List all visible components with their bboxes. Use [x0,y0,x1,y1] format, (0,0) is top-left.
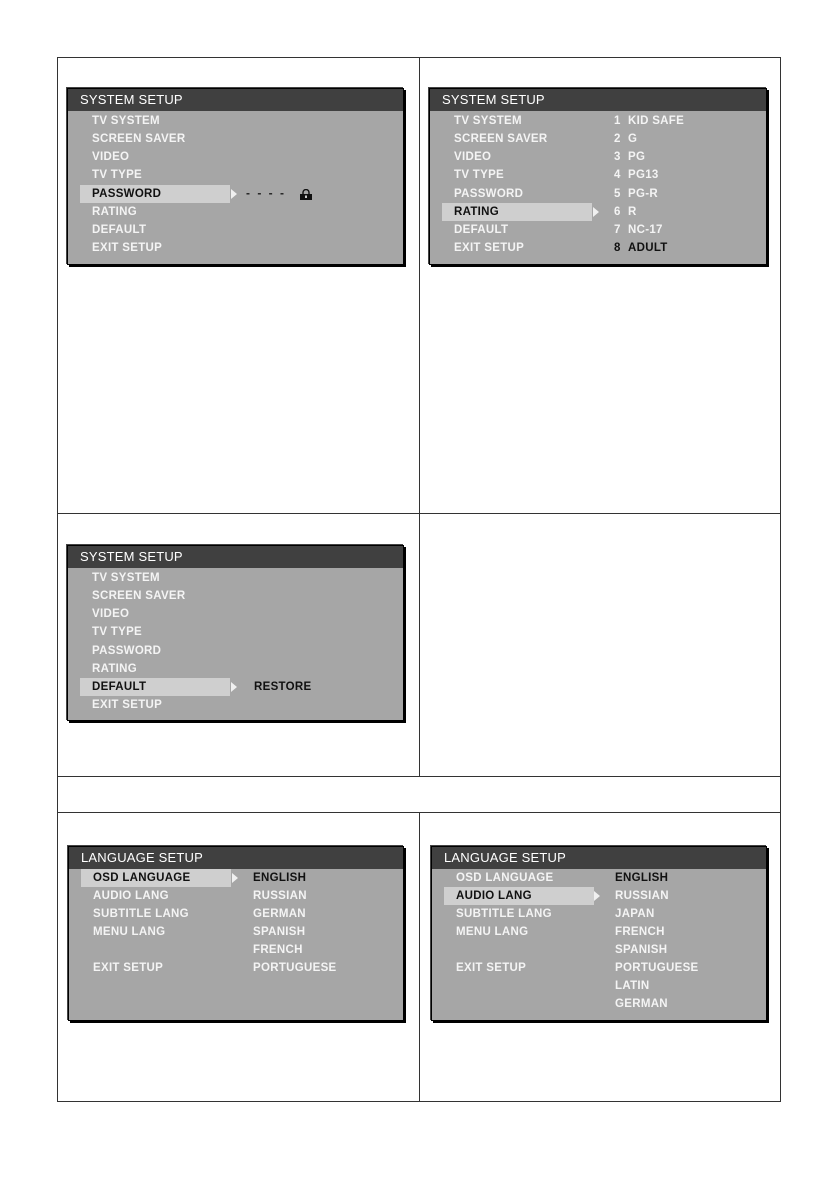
row-divider-2 [57,776,781,777]
rating-label: NC-17 [628,224,663,236]
language-setup-audio-screen [431,846,767,1021]
rating-label: R [628,206,637,218]
language-option[interactable]: GERMAN [615,998,668,1010]
rating-option[interactable] [614,112,684,130]
rating-option[interactable] [614,185,658,203]
language-option[interactable]: LATIN [615,980,650,992]
rating-label: PG [628,151,646,163]
menu-item-exit-setup[interactable]: EXIT SETUP [456,962,527,974]
menu-item-osd-language[interactable]: OSD LANGUAGE [93,872,191,884]
language-option[interactable]: SPANISH [253,926,306,938]
osd-title: LANGUAGE SETUP [69,847,403,869]
menu-item-video[interactable]: VIDEO [92,608,130,620]
menu-item-audio-lang[interactable]: AUDIO LANG [456,890,532,902]
language-option-current[interactable]: ENGLISH [615,872,669,884]
menu-item-password[interactable]: PASSWORD [454,188,524,200]
language-option-current[interactable]: ENGLISH [253,872,307,884]
system-setup-default-screen [67,545,404,721]
submenu-arrow-icon [231,682,237,692]
menu-item-password[interactable]: PASSWORD [92,645,162,657]
menu-item-default[interactable]: DEFAULT [92,681,147,693]
row-divider-1 [57,513,781,514]
menu-item-rating[interactable]: RATING [92,206,138,218]
lock-icon [299,189,313,200]
menu-item-tv-system[interactable]: TV SYSTEM [454,115,522,127]
menu-item-screen-saver[interactable]: SCREEN SAVER [454,133,548,145]
menu-item-screen-saver[interactable]: SCREEN SAVER [92,133,186,145]
menu-item-subtitle-lang[interactable]: SUBTITLE LANG [456,908,552,920]
menu-item-video[interactable]: VIDEO [92,151,130,163]
rating-label: ADULT [628,242,668,254]
language-option[interactable]: PORTUGUESE [615,962,699,974]
language-option[interactable]: FRENCH [615,926,665,938]
menu-item-osd-language[interactable]: OSD LANGUAGE [456,872,554,884]
column-divider-bottom [419,812,420,1102]
menu-item-exit-setup[interactable]: EXIT SETUP [92,699,163,711]
menu-item-tv-system[interactable]: TV SYSTEM [92,115,160,127]
rating-option[interactable] [614,203,637,221]
osd-title: SYSTEM SETUP [68,89,403,111]
language-option[interactable]: PORTUGUESE [253,962,337,974]
language-option[interactable]: GERMAN [253,908,306,920]
menu-item-tv-type[interactable]: TV TYPE [92,169,143,181]
rating-number: 5 [614,188,621,200]
menu-item-tv-type[interactable]: TV TYPE [454,169,505,181]
submenu-arrow-icon [232,873,238,883]
menu-item-rating[interactable]: RATING [454,206,500,218]
rating-number: 2 [614,133,621,145]
rating-option-current[interactable] [614,239,668,257]
menu-item-tv-system[interactable]: TV SYSTEM [92,572,160,584]
rating-number: 8 [614,242,621,254]
osd-title: SYSTEM SETUP [430,89,766,111]
menu-item-default[interactable]: DEFAULT [92,224,147,236]
osd-title: SYSTEM SETUP [68,546,403,568]
menu-item-password[interactable]: PASSWORD [92,188,162,200]
column-divider-top [419,57,420,777]
menu-item-audio-lang[interactable]: AUDIO LANG [93,890,169,902]
menu-item-screen-saver[interactable]: SCREEN SAVER [92,590,186,602]
language-option[interactable]: SPANISH [615,944,668,956]
language-option[interactable]: RUSSIAN [253,890,307,902]
rating-label: PG13 [628,169,659,181]
system-setup-rating-screen [429,88,767,265]
menu-item-exit-setup[interactable]: EXIT SETUP [93,962,164,974]
rating-number: 1 [614,115,621,127]
rating-label: PG-R [628,188,658,200]
menu-item-exit-setup[interactable]: EXIT SETUP [454,242,525,254]
submenu-arrow-icon [593,207,599,217]
menu-item-menu-lang[interactable]: MENU LANG [93,926,166,938]
rating-label: KID SAFE [628,115,685,127]
language-option[interactable]: RUSSIAN [615,890,669,902]
rating-label: G [628,133,638,145]
rating-number: 7 [614,224,621,236]
rating-option[interactable] [614,130,637,148]
language-setup-osd-screen [68,846,404,1021]
rating-number: 4 [614,169,621,181]
menu-item-subtitle-lang[interactable]: SUBTITLE LANG [93,908,189,920]
menu-item-menu-lang[interactable]: MENU LANG [456,926,529,938]
menu-item-exit-setup[interactable]: EXIT SETUP [92,242,163,254]
submenu-arrow-icon [231,189,237,199]
restore-option[interactable]: RESTORE [254,681,312,693]
rating-number: 3 [614,151,621,163]
menu-item-video[interactable]: VIDEO [454,151,492,163]
submenu-arrow-icon [594,891,600,901]
language-option[interactable]: JAPAN [615,908,655,920]
rating-option[interactable] [614,148,645,166]
system-setup-password-screen [67,88,404,265]
menu-item-default[interactable]: DEFAULT [454,224,509,236]
rating-number: 6 [614,206,621,218]
osd-title: LANGUAGE SETUP [432,847,766,869]
language-option[interactable]: FRENCH [253,944,303,956]
rating-option[interactable] [614,166,659,184]
menu-item-rating[interactable]: RATING [92,663,138,675]
menu-item-tv-type[interactable]: TV TYPE [92,626,143,638]
password-input[interactable]: - - - - [246,186,286,200]
rating-option[interactable] [614,221,663,239]
